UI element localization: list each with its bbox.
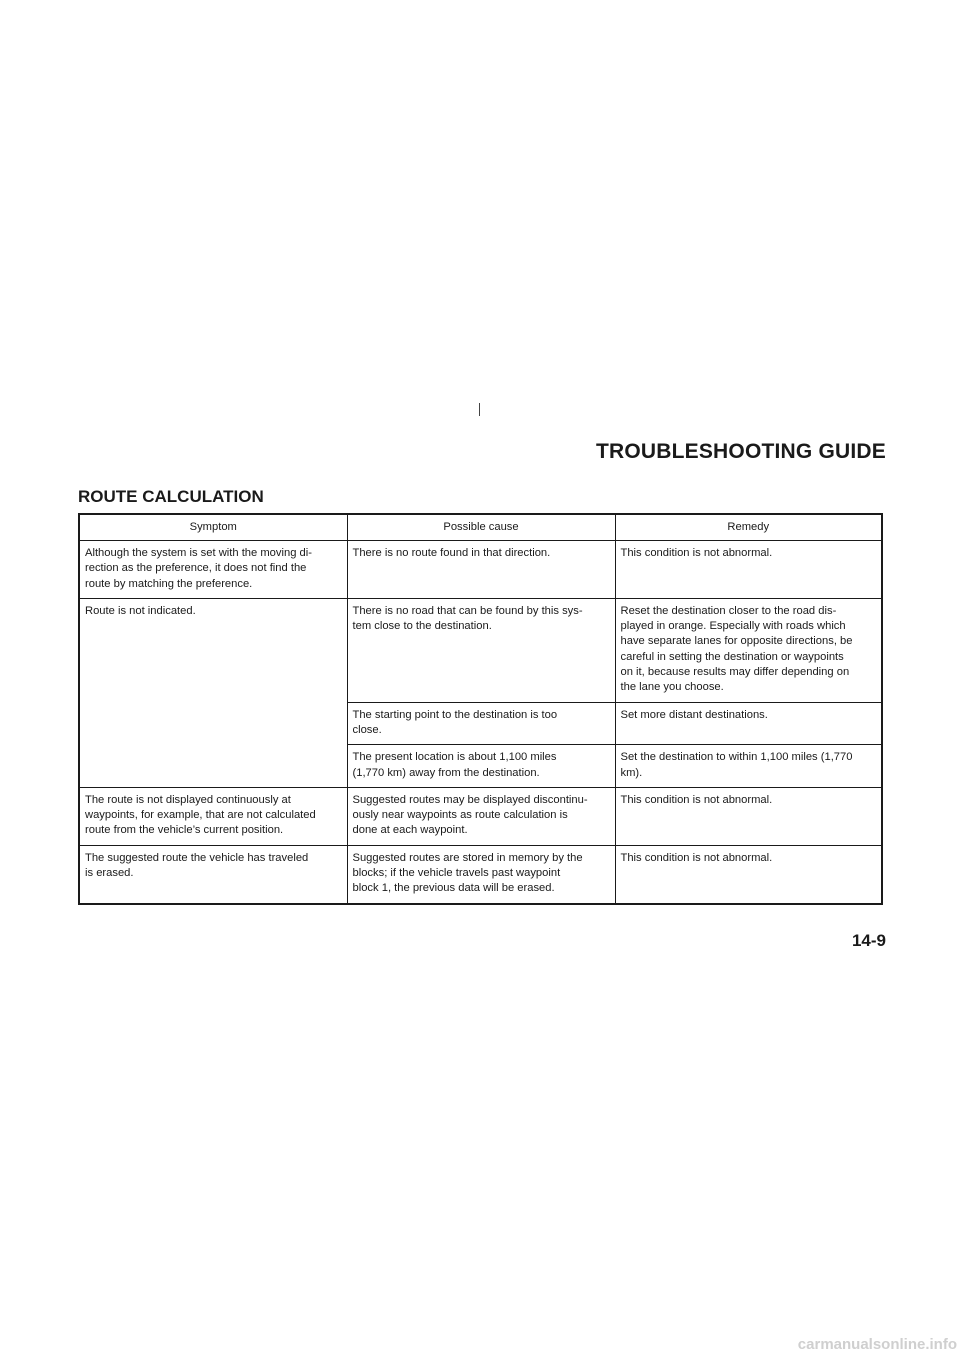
column-header-remedy: Remedy xyxy=(615,514,882,541)
column-header-symptom: Symptom xyxy=(79,514,347,541)
remedy-cell: Reset the destination closer to the road dis- played in orange. Especially with roads which have separate lanes for opposite directions, be careful in setting the destination or waypoints on it, because results may differ depending on the lane you choose. xyxy=(615,598,882,702)
cause-cell: The starting point to the destination is too close. xyxy=(347,702,615,745)
watermark-text: carmanualsonline.info xyxy=(797,1336,957,1353)
cause-cell: There is no road that can be found by this sys- tem close to the destination. xyxy=(347,598,615,702)
crop-mark xyxy=(479,403,480,416)
remedy-cell: This condition is not abnormal. xyxy=(615,787,882,845)
cause-cell: Suggested routes are stored in memory by the blocks; if the vehicle travels past waypoint block 1, the previous data will be erased. xyxy=(347,845,615,903)
column-header-possible-cause: Possible cause xyxy=(347,514,615,541)
section-title: ROUTE CALCULATION xyxy=(78,487,264,506)
cause-cell: The present location is about 1,100 miles (1,770 km) away from the destination. xyxy=(347,745,615,788)
cause-cell: There is no route found in that direction. xyxy=(347,541,615,599)
table-row xyxy=(79,541,882,599)
page-header-title: TROUBLESHOOTING GUIDE xyxy=(595,440,886,463)
page-number: 14-9 xyxy=(851,931,886,950)
symptom-cell: Although the system is set with the moving di- rection as the preference, it does not find the route by matching the preference. xyxy=(79,541,347,599)
remedy-cell: Set more distant destinations. xyxy=(615,702,882,745)
symptom-cell: Route is not indicated. xyxy=(79,598,347,787)
remedy-cell: This condition is not abnormal. xyxy=(615,541,882,599)
remedy-cell: This condition is not abnormal. xyxy=(615,845,882,903)
table-header-row xyxy=(79,514,882,541)
table-row xyxy=(79,787,882,845)
remedy-cell: Set the destination to within 1,100 miles (1,770 km). xyxy=(615,745,882,788)
table-row xyxy=(79,598,882,702)
table-row xyxy=(79,845,882,903)
troubleshooting-table xyxy=(78,513,883,905)
cause-cell: Suggested routes may be displayed discontinu- ously near waypoints as route calculation is done at each waypoint. xyxy=(347,787,615,845)
symptom-cell: The route is not displayed continuously at waypoints, for example, that are not calculated route from the vehicle’s current position. xyxy=(79,787,347,845)
symptom-cell: The suggested route the vehicle has traveled is erased. xyxy=(79,845,347,903)
